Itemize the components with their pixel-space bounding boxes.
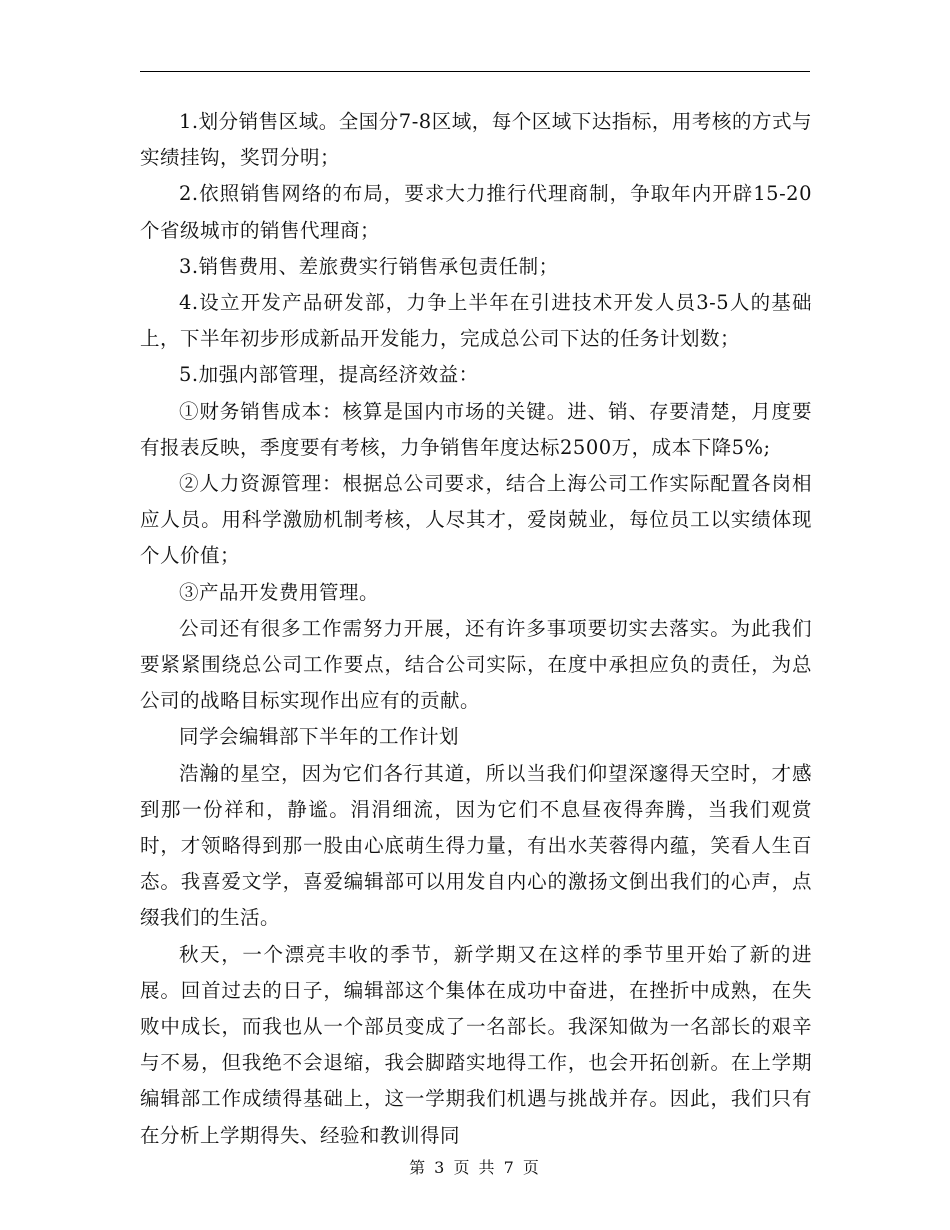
list-item-internal-management: 5.加强内部管理，提高经济效益：	[179, 363, 479, 387]
list-item-agent-network: 2.依照销售网络的布局，要求大力推行代理商制，争取年内开辟15-20个省级城市的销售代理商；	[140, 182, 812, 242]
list-item-sales-regions: 1.划分销售区域。全国分7-8区域，每个区域下达指标，用考核的方式与实绩挂钩，奖罚分明；	[140, 110, 812, 170]
document-body	[140, 104, 812, 1154]
list-item-sales-costs: 3.销售费用、差旅费实行销售承包责任制；	[179, 254, 559, 278]
body-paragraph: 秋天，一个漂亮丰收的季节，新学期又在这样的季节里开始了新的进展。回首过去的日子，编辑部这个集体在成功中奋进，在挫折中成熟，在失败中成长，而我也从一个部员变成了一名部长。我深知做为一名部长的艰辛与不易，但我绝不会退缩，我会脚踏实地得工作，也会开拓创新。在上学期编辑部工作成绩得基础上，这一学期我们机遇与挑战并存。因此，我们只有在分析上学期得失、经验和教训得同	[140, 942, 812, 1147]
list-item-rnd-department: 4.设立开发产品研发部，力争上半年在引进技术开发人员3-5人的基础上，下半年初步形成新品开发能力，完成总公司下达的任务计划数；	[140, 291, 812, 351]
header-rule	[140, 71, 810, 72]
sub-item-finance: ①财务销售成本：核算是国内市场的关键。进、销、存要清楚，月度要有报表反映，季度要有考核，力争销售年度达标2500万，成本下降5%;	[140, 399, 812, 459]
closing-paragraph: 公司还有很多工作需努力开展，还有许多事项要切实去落实。为此我们要紧紧围绕总公司工作要点，结合公司实际，在度中承担应负的责任，为总公司的战略目标实现作出应有的贡献。	[140, 616, 812, 713]
page-number-footer: 第 3 页 共 7 页	[409, 1158, 541, 1177]
sub-item-human-resources: ②人力资源管理：根据总公司要求，结合上海公司工作实际配置各岗相应人员。用科学激励机制考核，人尽其才，爱岗兢业，每位员工以实绩体现个人价值；	[140, 472, 812, 568]
sub-item-product-development: ③产品开发费用管理。	[179, 580, 380, 604]
section-title: 同学会编辑部下半年的工作计划	[179, 725, 460, 749]
body-paragraph: 浩瀚的星空，因为它们各行其道，所以当我们仰望深邃得天空时，才感到那一份祥和，静谧。涓涓细流，因为它们不息昼夜得奔腾，当我们观赏时，才领略得到那一股由心底萌生得力量，有出水芙蓉得内蕴，笑看人生百态。我喜爱文学，喜爱编辑部可以用发自内心的激扬文倒出我们的心声，点缀我们的生活。	[140, 761, 812, 930]
